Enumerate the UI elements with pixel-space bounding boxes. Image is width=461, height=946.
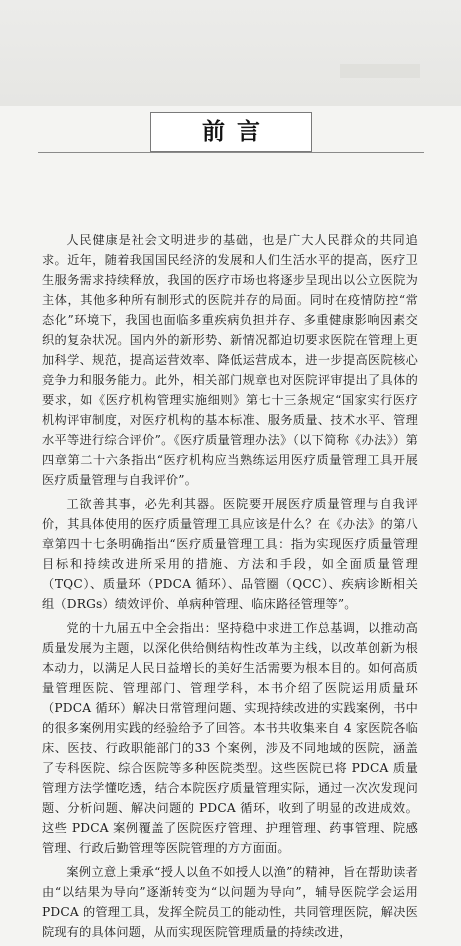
paragraph-3: 党的十九届五中全会指出：坚持稳中求进工作总基调，以推动高质量发展为主题，以深化供给侧结构性改革为主线，以改革创新为根本动力，以满足人民日益增长的美好生活需要为根本目的。如何高质量管理医院、管理部门、管理学科，本书介绍了医院运用质量环（PDCA 循环）解决日常管理问题、实现持续改进的实践案例，书中的很多案例用实践的经验给予了回答。本书共收集来自 4 家医院各临床、医技、行政职能部门的33 个案例，涉及不同地域的医院，涵盖了专科医院、综合医院等多种医院类型。这些医院已将 PDCA 质量管理方法学懂吃透，结合本院医疗质量管理实际，通过一次次发现问题、分析问题、解决问题的 PDCA 循环，收到了明显的改进成效。这些 PDCA 案例覆盖了医院医疗管理、护理管理、药事管理、院感管理、行政后勤管理等医院管理的方方面面。 <box>42 621 418 855</box>
paragraph-2: 工欲善其事，必先利其器。医院要开展医疗质量管理与自我评价，其具体使用的医疗质量管理工具应该是什么？在《办法》的第八章第四十七条明确指出“医疗质量管理工具：指为实现医疗质量管理目标和持续改进所采用的措施、方法和手段，如全面质量管理（TQC）、质量环（PDCA 循环）、品管圈（QCC）、疾病诊断相关组（DRGs）绩效评价、单病种管理、临床路径管理等”。 <box>42 497 418 611</box>
body-text <box>42 230 418 946</box>
paragraph-4: 案例立意上秉承“授人以鱼不如授人以渔”的精神，旨在帮助读者由“以结果为导向”逐渐转变为“以问题为导向”，辅导医院学会运用 PDCA 的管理工具，发挥全院员工的能动性，共同管理医院，解决医院现有的具体问题，从而实现医院管理质量的持续改进， <box>42 865 418 939</box>
top-band-accent <box>340 64 420 78</box>
page-title: 前言 <box>202 119 272 145</box>
title-rule <box>38 152 424 153</box>
top-band <box>0 0 461 106</box>
paragraph-1: 人民健康是社会文明进步的基础，也是广大人民群众的共同追求。近年，随着我国国民经济的发展和人们生活水平的提高，医疗卫生服务需求持续释放，我国的医疗市场也将逐步呈现出以公立医院为主体，其他多种所有制形式的医院并存的局面。同时在疫情防控“常态化”环境下，我国也面临多重疾病负担并存、多重健康影响因素交织的复杂状况。国内外的新形势、新情况都迫切要求医院在管理上更加科学、规范，提高运营效率、降低运营成本，进一步提高医院核心竞争力和服务能力。此外，相关部门规章也对医院评审提出了具体的要求，如《医疗机构管理实施细则》第七十三条规定“国家实行医疗机构评审制度，对医疗机构的基本标准、服务质量、技术水平、管理水平等进行综合评价”。《医疗质量管理办法》（以下简称《办法》）第四章第二十六条指出“医疗机构应当熟练运用医疗质量管理工具开展医疗质量管理与自我评价”。 <box>42 233 418 487</box>
